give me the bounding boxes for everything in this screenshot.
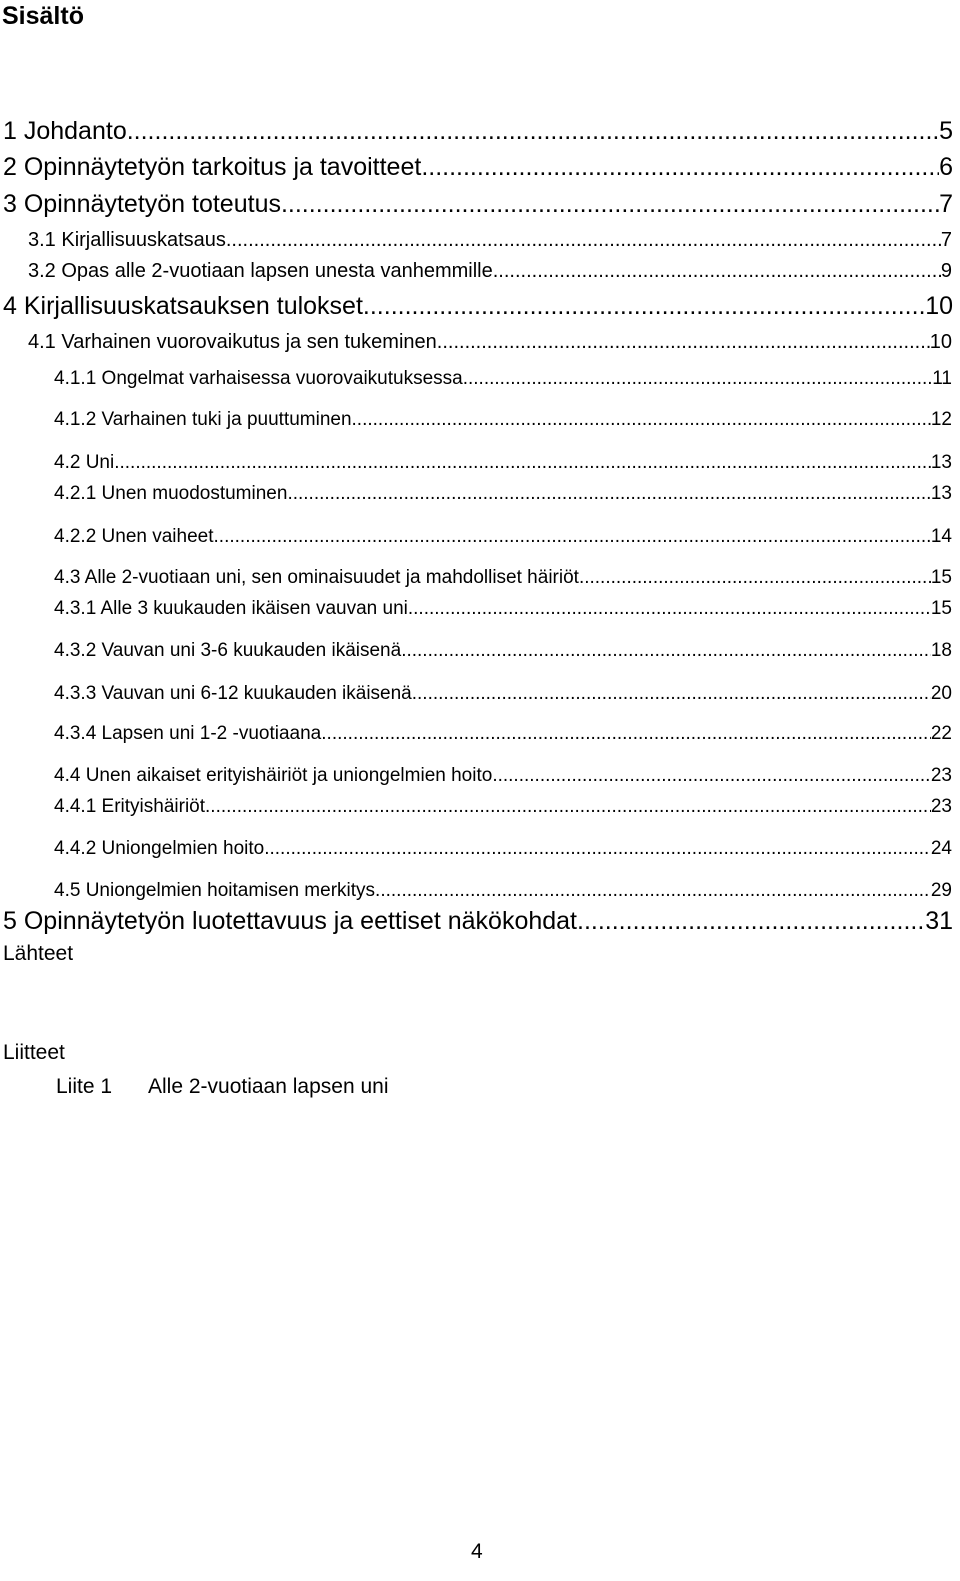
toc-entry[interactable]: 4.4.2 Uniongelmien hoito ..... 24 <box>54 838 952 860</box>
toc-entry[interactable]: 3.2 Opas alle 2-vuotiaan lapsen unesta vanhemmille ..... 9 <box>28 260 952 283</box>
page-number: 4 <box>471 1540 483 1563</box>
toc-entry[interactable]: 4.3.2 Vauvan uni 3-6 kuukauden ikäisenä ..... 18 <box>54 640 952 662</box>
toc-entry[interactable]: 4.3.4 Lapsen uni 1-2 -vuotiaana ..... 22 <box>54 723 952 745</box>
toc-entry[interactable]: 4.3 Alle 2-vuotiaan uni, sen ominaisuudet ja mahdolliset häiriöt ..... 15 <box>54 567 952 589</box>
page-title: Sisältö <box>2 2 84 30</box>
appendix-title: Alle 2-vuotiaan lapsen uni <box>148 1075 389 1098</box>
toc-entry[interactable]: 4.1 Varhainen vuorovaikutus ja sen tukeminen ..... 10 <box>28 331 952 354</box>
toc-entry[interactable]: 3.1 Kirjallisuuskatsaus ..... 7 <box>28 229 952 252</box>
appendix-entry[interactable] <box>56 1075 389 1099</box>
toc-entry[interactable]: 4.3.1 Alle 3 kuukauden ikäisen vauvan uni ..... 15 <box>54 598 952 620</box>
toc-entry[interactable]: 4.4.1 Erityishäiriöt ..... 23 <box>54 796 952 818</box>
toc-entry[interactable]: 4.3.3 Vauvan uni 6-12 kuukauden ikäisenä ..... 20 <box>54 683 952 705</box>
toc-entry[interactable]: 4.1.1 Ongelmat varhaisessa vuorovaikutuksessa ..... 11 <box>54 368 952 390</box>
appendices-heading: Liitteet <box>3 1041 65 1064</box>
toc-entry[interactable]: 4.2.1 Unen muodostuminen ..... 13 <box>54 483 952 505</box>
toc-entry[interactable]: 4.2 Uni ..... 13 <box>54 452 952 474</box>
toc-entry[interactable]: 4.4 Unen aikaiset erityishäiriöt ja uniongelmien hoito ..... 23 <box>54 765 952 787</box>
toc-entry[interactable]: 4 Kirjallisuuskatsauksen tulokset ..... 10 <box>3 292 953 321</box>
toc-entry[interactable]: 4.2.2 Unen vaiheet ..... 14 <box>54 526 952 548</box>
toc-entry[interactable]: 1 Johdanto ..... 5 <box>3 117 953 146</box>
toc-entry[interactable]: 5 Opinnäytetyön luotettavuus ja eettiset näkökohdat ..... 31 <box>3 907 953 936</box>
references-heading[interactable]: Lähteet <box>3 942 74 965</box>
toc-entry[interactable]: 3 Opinnäytetyön toteutus ..... 7 <box>3 190 953 219</box>
toc-entry[interactable]: 4.1.2 Varhainen tuki ja puuttuminen ..... 12 <box>54 409 952 431</box>
appendix-number: Liite 1 <box>56 1075 113 1098</box>
toc-entry[interactable]: 4.5 Uniongelmien hoitamisen merkitys ..... 29 <box>54 880 952 902</box>
toc-entry[interactable]: 2 Opinnäytetyön tarkoitus ja tavoitteet ..... 6 <box>3 153 953 182</box>
